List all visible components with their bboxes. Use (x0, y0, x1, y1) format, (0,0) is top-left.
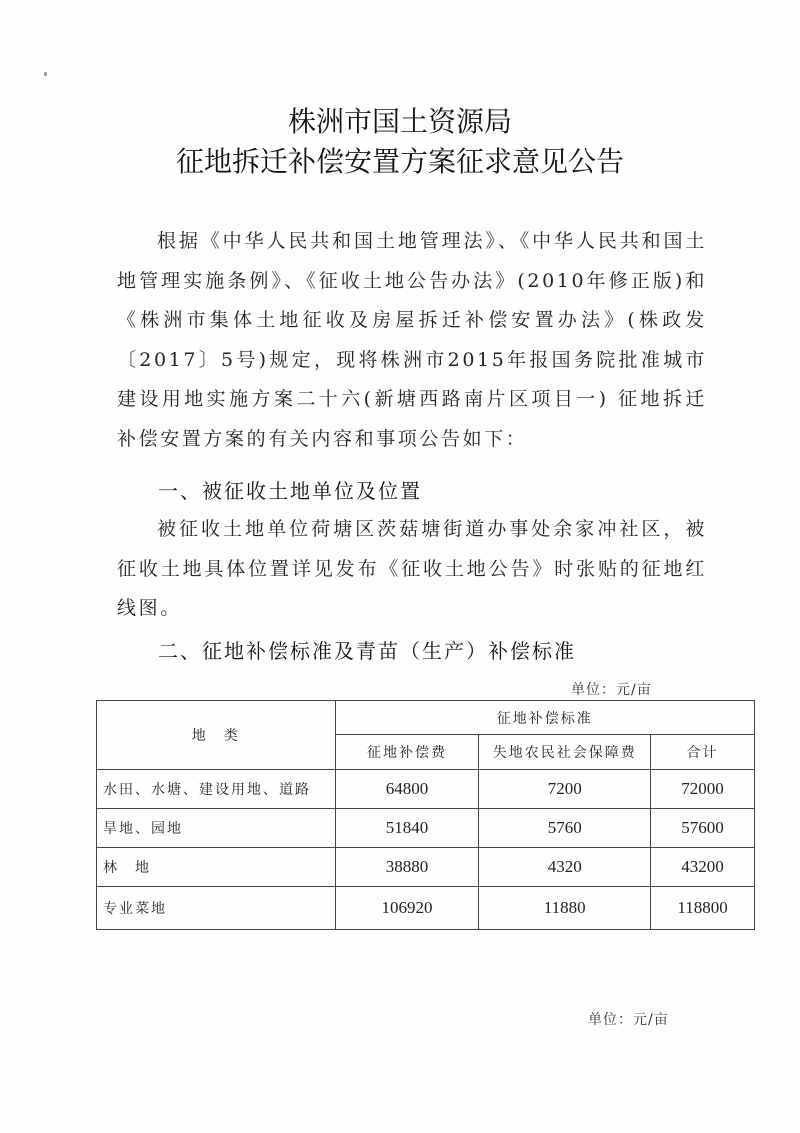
header-total: 合计 (651, 735, 755, 770)
section1-body: 被征收土地单位荷塘区茨菇塘街道办事处余家冲社区，被征收土地具体位置详见发布《征收土地公告》时张贴的征地红线图。 (117, 518, 707, 619)
cell-total: 118800 (651, 887, 755, 930)
row-category: 林 地 (97, 848, 336, 887)
section1-heading: 一、被征收土地单位及位置 (158, 479, 422, 503)
document-title-line2: 征地拆迁补偿安置方案征求意见公告 (175, 145, 624, 178)
document-title-line1: 株洲市国土资源局 (287, 105, 512, 138)
cell-social-security-fee: 4320 (479, 848, 651, 887)
cell-social-security-fee: 11880 (479, 887, 651, 930)
unit-label: 单位：元/亩 (571, 682, 652, 698)
cell-total: 57600 (651, 809, 755, 848)
cell-social-security-fee: 7200 (479, 770, 651, 809)
row-category: 旱地、园地 (97, 809, 336, 848)
table-row (97, 848, 755, 887)
table-row (97, 770, 755, 809)
cell-total: 43200 (651, 848, 755, 887)
unit-label-bottom: 单位：元/亩 (588, 1012, 669, 1028)
table-row (97, 809, 755, 848)
header-category: 地 类 (97, 701, 336, 770)
cell-total: 72000 (651, 770, 755, 809)
row-category: 水田、水塘、建设用地、道路 (97, 770, 336, 809)
cell-compensation-fee: 64800 (335, 770, 479, 809)
scan-speck (44, 72, 47, 76)
compensation-table (96, 700, 755, 930)
cell-compensation-fee: 106920 (335, 887, 479, 930)
header-social-security-fee: 失地农民社会保障费 (479, 735, 651, 770)
table-header-row (97, 701, 755, 735)
cell-compensation-fee: 51840 (335, 809, 479, 848)
header-compensation-fee: 征地补偿费 (335, 735, 479, 770)
cell-compensation-fee: 38880 (335, 848, 479, 887)
cell-social-security-fee: 5760 (479, 809, 651, 848)
header-group: 征地补偿标准 (335, 701, 754, 735)
row-category: 专业菜地 (97, 887, 336, 930)
table-row (97, 887, 755, 930)
intro-paragraph: 根据《中华人民共和国土地管理法》、《中华人民共和国土地管理实施条例》、《征收土地公告办法》(2010年修正版)和《株洲市集体土地征收及房屋拆迁补偿安置办法》(株政发〔2017〕5号)规定，现将株洲市2015年报国务院批准城市建设用地实施方案二十六(新塘西路南片区项目一) 征地拆迁补偿安置方案的有关内容和事项公告如下： (117, 230, 707, 450)
section2-heading: 二、征地补偿标准及青苗（生产）补偿标准 (158, 639, 576, 663)
